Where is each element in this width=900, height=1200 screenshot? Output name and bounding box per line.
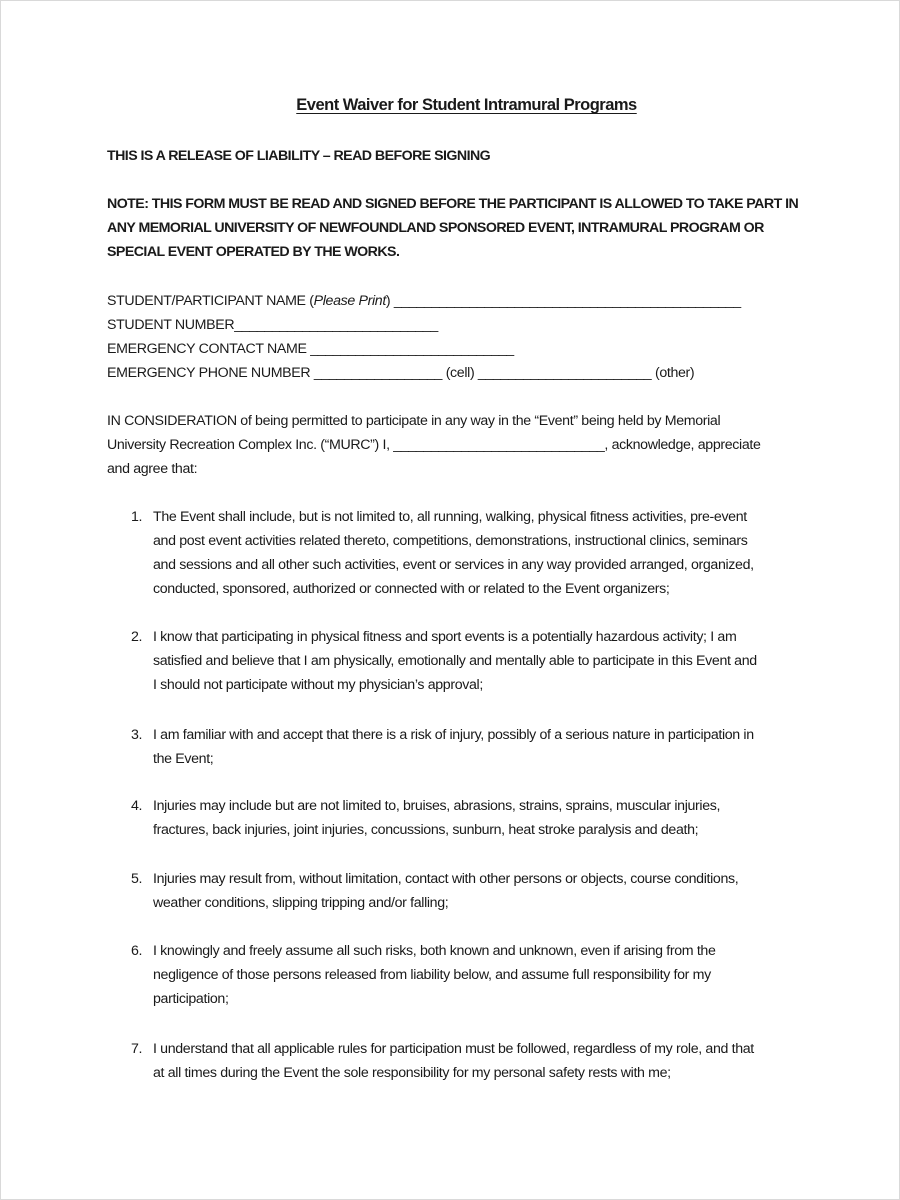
field-emergency-contact-name (107, 340, 514, 358)
note-line-2: ANY MEMORIAL UNIVERSITY OF NEWFOUNDLAND SPONSORED EVENT, INTRAMURAL PROGRAM OR (107, 220, 764, 236)
document-title-text: Event Waiver for Student Intramural Programs (296, 96, 637, 114)
emergency-phone-label: EMERGENCY PHONE NUMBER (107, 365, 311, 381)
list-item-line: I know that participating in physical fitness and sport events is a potentially hazardous activity; I am (153, 629, 737, 645)
student-number-label: STUDENT NUMBER (107, 317, 235, 333)
note-line-3: SPECIAL EVENT OPERATED BY THE WORKS. (107, 244, 400, 260)
emergency-contact-name-blank[interactable]: ___________________________ (310, 341, 514, 357)
field-emergency-phone (107, 364, 694, 382)
list-item-number: 7. (131, 1041, 143, 1057)
list-item-line: satisfied and believe that I am physically, emotionally and mentally able to participate in this Event and (153, 653, 757, 669)
consideration-line-3: and agree that: (107, 461, 198, 477)
list-item-line: the Event; (153, 751, 214, 767)
list-item-line: The Event shall include, but is not limited to, all running, walking, physical fitness activities, pre-event (153, 509, 747, 525)
list-item-line: fractures, back injuries, joint injuries, concussions, sunburn, heat stroke paralysis and death; (153, 822, 699, 838)
field-participant-name (107, 292, 741, 310)
participant-name-label-close: ) (385, 293, 391, 309)
student-number-blank[interactable]: ___________________________ (234, 317, 438, 333)
list-item-number: 6. (131, 943, 143, 959)
list-item-line: and post event activities related thereto, competitions, demonstrations, instructional clinics, seminars (153, 533, 748, 549)
list-item-line: I understand that all applicable rules for participation must be followed, regardless of my role, and that (153, 1041, 754, 1057)
list-item-line: and sessions and all other such activities, event or services in any way provided arranged, organized, (153, 557, 754, 573)
list-item-line: I should not participate without my physician’s approval; (153, 677, 483, 693)
participant-name-label: STUDENT/PARTICIPANT NAME ( (107, 293, 314, 309)
document-title (0, 96, 900, 115)
emergency-contact-name-label: EMERGENCY CONTACT NAME (107, 341, 307, 357)
list-item-line: weather conditions, slipping tripping and/or falling; (153, 895, 449, 911)
list-item-line: conducted, sponsored, authorized or connected with or related to the Event organizers; (153, 581, 670, 597)
list-item-number: 1. (131, 509, 143, 525)
emergency-phone-other-blank[interactable]: _______________________ (477, 365, 652, 381)
other-label: (other) (654, 365, 695, 381)
note-line-1: NOTE: THIS FORM MUST BE READ AND SIGNED BEFORE THE PARTICIPANT IS ALLOWED TO TAKE PART IN (107, 196, 799, 212)
cell-label: (cell) (445, 365, 475, 381)
list-item-line: I knowingly and freely assume all such risks, both known and unknown, even if arising from the (153, 943, 716, 959)
list-item-number: 2. (131, 629, 143, 645)
list-item-number: 5. (131, 871, 143, 887)
participant-name-blank[interactable]: ______________________________________________ (393, 293, 741, 309)
list-item-line: Injuries may result from, without limitation, contact with other persons or objects, course conditions, (153, 871, 739, 887)
field-student-number (107, 316, 438, 334)
list-item-number: 4. (131, 798, 143, 814)
list-item-line: negligence of those persons released from liability below, and assume full responsibility for my (153, 967, 711, 983)
consideration-line-2[interactable]: University Recreation Complex Inc. (“MURC”) I, ____________________________, acknowledge, appreciate (107, 437, 761, 453)
list-item-line: I am familiar with and accept that there is a risk of injury, possibly of a serious nature in participation in (153, 727, 754, 743)
list-item-line: Injuries may include but are not limited to, bruises, abrasions, strains, sprains, muscular injuries, (153, 798, 721, 814)
please-print-label: Please Print (313, 293, 386, 309)
release-heading: THIS IS A RELEASE OF LIABILITY – READ BEFORE SIGNING (107, 148, 491, 164)
list-item-line: at all times during the Event the sole responsibility for my personal safety rests with me; (153, 1065, 671, 1081)
consideration-line-1: IN CONSIDERATION of being permitted to participate in any way in the “Event” being held by Memorial (107, 413, 721, 429)
emergency-phone-cell-blank[interactable]: _________________ (313, 365, 443, 381)
list-item-line: participation; (153, 991, 229, 1007)
list-item-number: 3. (131, 727, 143, 743)
